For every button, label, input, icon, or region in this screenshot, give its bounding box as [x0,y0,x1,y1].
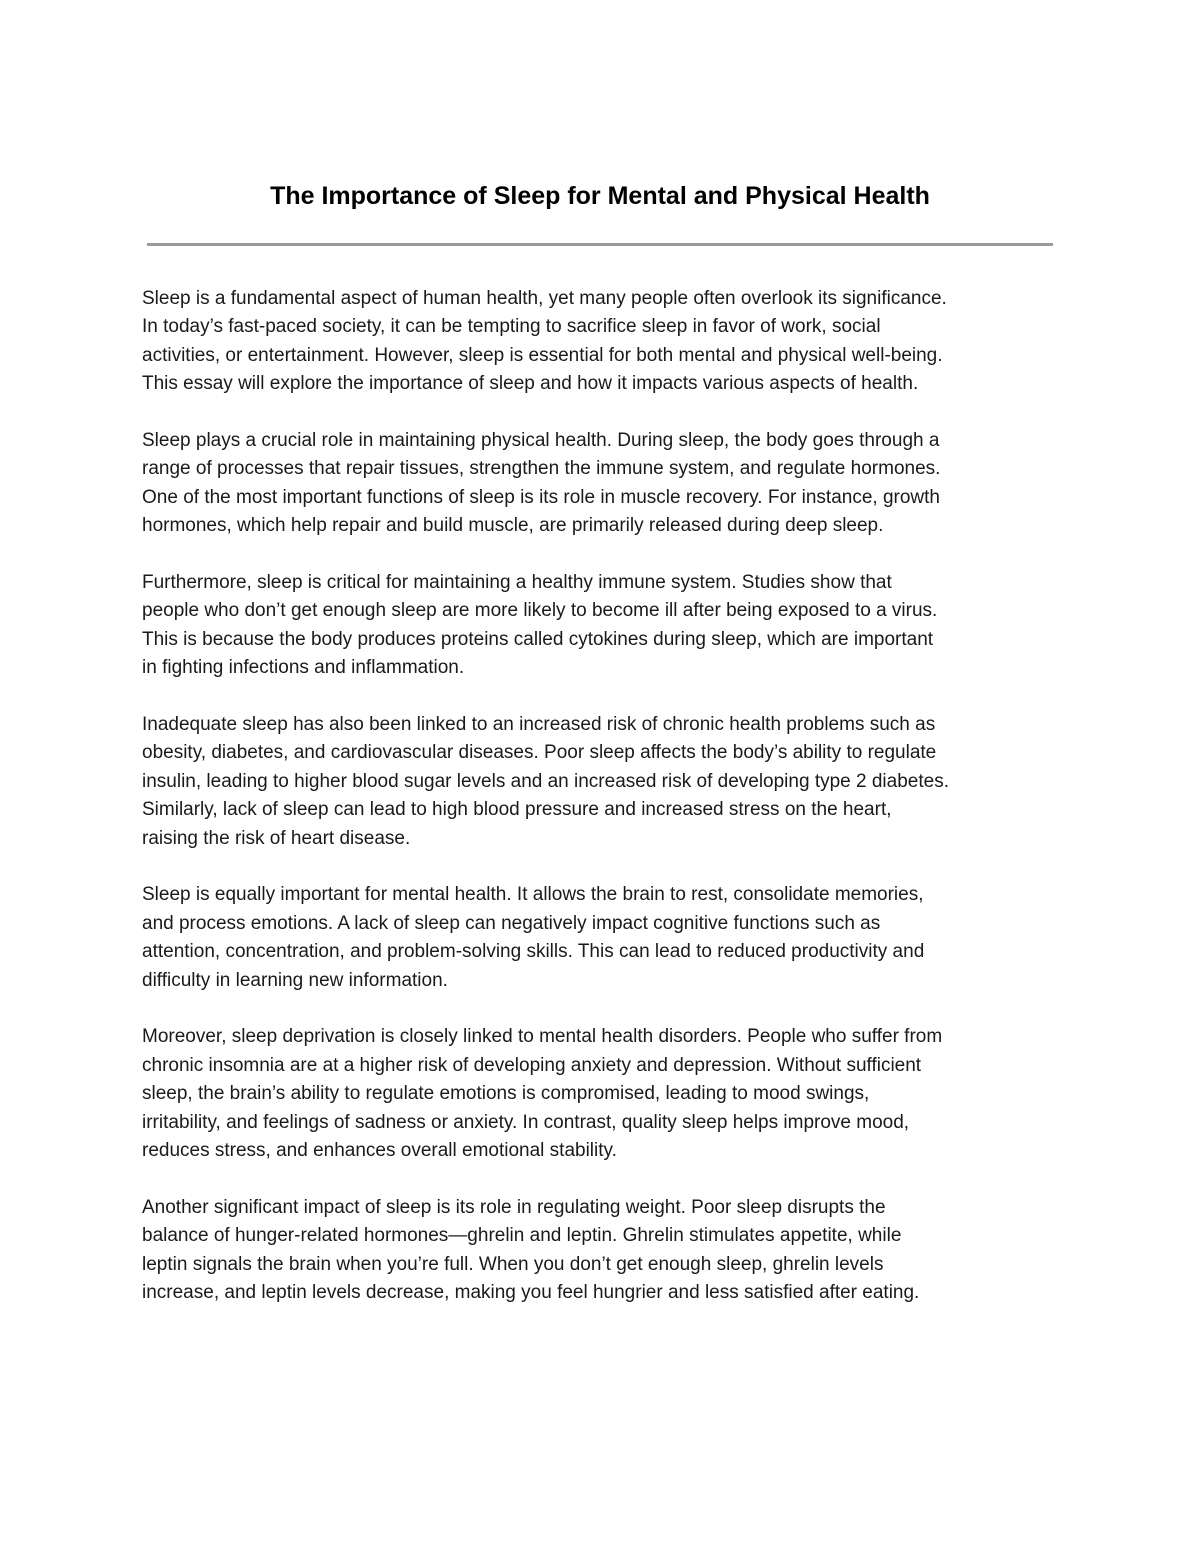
paragraph [142,427,1067,541]
paragraph-line: Another significant impact of sleep is its role in regulating weight. Poor sleep disrupts the [142,1196,886,1218]
paragraph [142,285,1067,399]
paragraph-line: raising the risk of heart disease. [142,827,411,849]
paragraph-line: This is because the body produces proteins called cytokines during sleep, which are important [142,628,934,650]
paragraph-line: attention, concentration, and problem-solving skills. This can lead to reduced productivity and [142,941,925,963]
paragraph-line: insulin, leading to higher blood sugar levels and an increased risk of developing type 2 diabetes. [142,770,949,792]
paragraph-line: balance of hunger-related hormones—ghrelin and leptin. Ghrelin stimulates appetite, while [142,1225,902,1247]
paragraph-line: hormones, which help repair and build muscle, are primarily released during deep sleep. [142,515,884,537]
paragraph [142,711,1067,853]
document-title: The Importance of Sleep for Mental and Physical Health [270,182,930,210]
paragraph-line: Furthermore, sleep is critical for maintaining a healthy immune system. Studies show that [142,572,892,594]
paragraph-line: difficulty in learning new information. [142,969,448,991]
document-body [142,285,1067,1336]
paragraph-line: obesity, diabetes, and cardiovascular diseases. Poor sleep affects the body’s ability to regulate [142,742,937,764]
title-divider [147,243,1053,246]
paragraph-line: increase, and leptin levels decrease, making you feel hungrier and less satisfied after eating. [142,1282,920,1304]
paragraph-line: Inadequate sleep has also been linked to an increased risk of chronic health problems such as [142,714,936,736]
paragraph-line: leptin signals the brain when you’re full. When you don’t get enough sleep, ghrelin levels [142,1253,884,1275]
paragraph-line: Moreover, sleep deprivation is closely linked to mental health disorders. People who suffer from [142,1026,943,1048]
paragraph-line: range of processes that repair tissues, strengthen the immune system, and regulate hormones. [142,458,941,480]
paragraph-line: chronic insomnia are at a higher risk of developing anxiety and depression. Without sufficient [142,1054,922,1076]
paragraph-line: reduces stress, and enhances overall emotional stability. [142,1140,617,1162]
paragraph-line: Sleep plays a crucial role in maintaining physical health. During sleep, the body goes through a [142,430,940,452]
paragraph-line: in fighting infections and inflammation. [142,657,465,679]
paragraph-line: and process emotions. A lack of sleep can negatively impact cognitive functions such as [142,912,881,934]
paragraph-line: Similarly, lack of sleep can lead to high blood pressure and increased stress on the heart, [142,799,892,821]
paragraph-line: This essay will explore the importance of sleep and how it impacts various aspects of health. [142,373,919,395]
paragraph-line: activities, or entertainment. However, sleep is essential for both mental and physical well-being. [142,344,943,366]
paragraph-line: people who don’t get enough sleep are more likely to become ill after being exposed to a virus. [142,600,938,622]
paragraph [142,1194,1067,1308]
paragraph [142,569,1067,683]
paragraph [142,881,1067,995]
paragraph-line: One of the most important functions of sleep is its role in muscle recovery. For instance, growth [142,486,940,508]
paragraph-line: Sleep is a fundamental aspect of human health, yet many people often overlook its significance. [142,288,947,309]
paragraph [142,1023,1067,1165]
paragraph-line: irritability, and feelings of sadness or anxiety. In contrast, quality sleep helps improve mood, [142,1111,910,1133]
paragraph-line: In today’s fast-paced society, it can be tempting to sacrifice sleep in favor of work, social [142,316,881,338]
paragraph-line: Sleep is equally important for mental health. It allows the brain to rest, consolidate memories, [142,884,924,906]
paragraph-line: sleep, the brain’s ability to regulate emotions is compromised, leading to mood swings, [142,1083,870,1105]
